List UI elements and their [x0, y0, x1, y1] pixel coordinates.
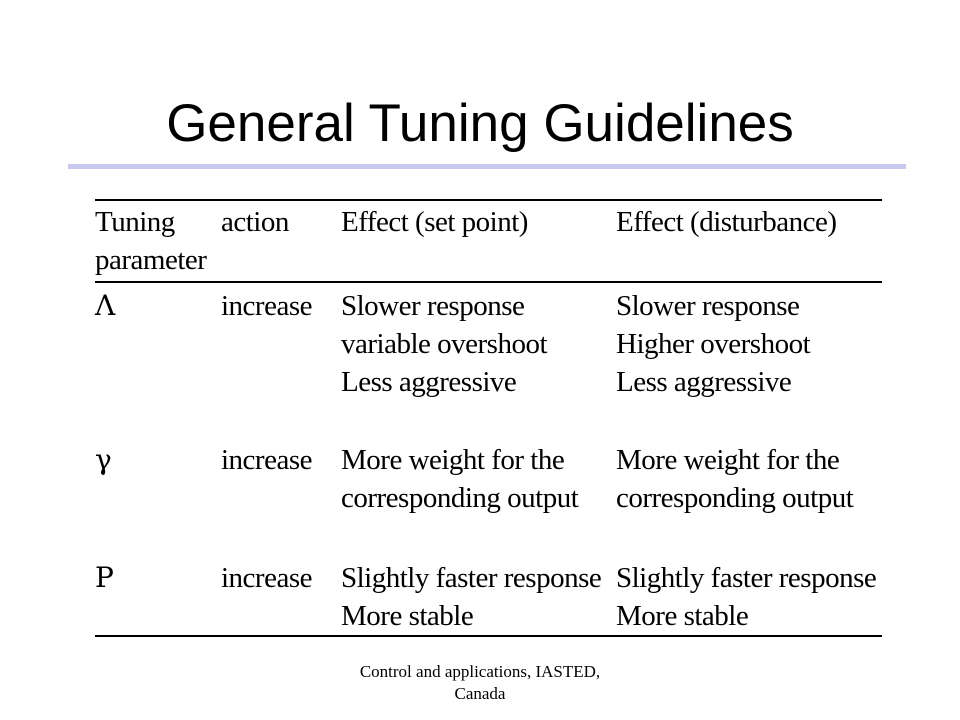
table-row-p — [95, 555, 882, 636]
header-effect-set-point: Effect (set point) — [341, 206, 528, 238]
disturbance-effect-line: More stable — [616, 600, 749, 632]
disturbance-effect-line: More weight for the — [616, 444, 840, 476]
setpoint-effect-line: variable overshoot — [341, 328, 548, 360]
disturbance-effect-line: Less aggressive — [616, 366, 792, 398]
setpoint-effect-cell — [341, 437, 616, 555]
header-action: action — [221, 206, 289, 238]
setpoint-effect-line: More weight for the — [341, 444, 565, 476]
disturbance-effect-cell — [616, 282, 882, 437]
disturbance-effect-line: corresponding output — [616, 482, 854, 514]
disturbance-effect-line: Higher overshoot — [616, 328, 811, 360]
header-tuning-parameter — [95, 200, 221, 282]
gamma-symbol: γ — [95, 443, 112, 476]
lambda-symbol: Λ — [95, 289, 115, 322]
param-cell — [95, 555, 221, 636]
footer-line-2: Canada — [454, 684, 506, 703]
slide-title: General Tuning Guidelines — [166, 94, 794, 153]
table-body — [95, 282, 882, 636]
header-param-line-2: parameter — [95, 244, 207, 276]
setpoint-effect-line: Slightly faster response — [341, 562, 602, 594]
action-cell: increase — [221, 290, 312, 322]
setpoint-effect-line: Less aggressive — [341, 366, 517, 398]
table-header — [95, 200, 882, 282]
footer-line-1: Control and applications, IASTED, — [359, 662, 601, 681]
param-cell — [95, 437, 221, 555]
action-cell: increase — [221, 562, 312, 594]
setpoint-effect-line: Slower response — [341, 290, 525, 322]
param-cell — [95, 282, 221, 437]
slide-footer — [0, 661, 960, 705]
disturbance-effect-line: Slightly faster response — [616, 562, 877, 594]
setpoint-effect-cell — [341, 555, 616, 636]
table-row-lambda — [95, 282, 882, 437]
table-row-gamma — [95, 437, 882, 555]
title-underline — [68, 164, 906, 169]
p-symbol: P — [95, 561, 114, 594]
tuning-guidelines-table — [95, 199, 882, 637]
setpoint-effect-line: More stable — [341, 600, 474, 632]
setpoint-effect-cell — [341, 282, 616, 437]
table-header-row — [95, 200, 882, 282]
header-effect-disturbance: Effect (disturbance) — [616, 206, 837, 238]
disturbance-effect-line: Slower response — [616, 290, 800, 322]
disturbance-effect-cell — [616, 437, 882, 555]
disturbance-effect-cell — [616, 555, 882, 636]
action-cell: increase — [221, 444, 312, 476]
setpoint-effect-line: corresponding output — [341, 482, 579, 514]
header-param-line-1: Tuning — [95, 206, 175, 238]
